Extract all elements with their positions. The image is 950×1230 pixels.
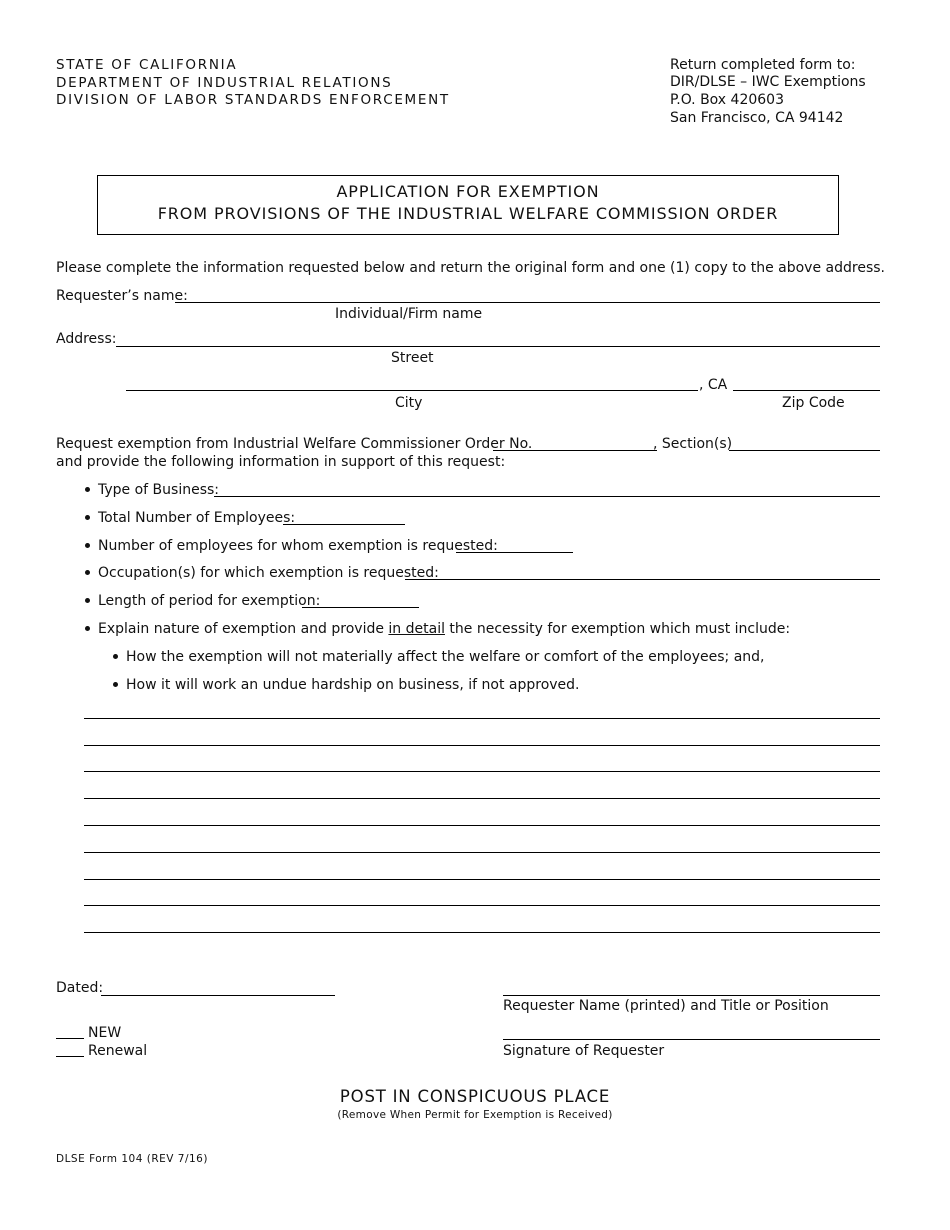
zip-field[interactable] [733,390,880,391]
explanation-line[interactable] [84,879,880,880]
occupations-label: Occupation(s) for which exemption is requested: [98,565,439,581]
explanation-line[interactable] [84,745,880,746]
explain-emphasis: in detail [388,621,445,637]
occupations-field[interactable] [405,579,880,580]
bullet-icon [85,626,90,631]
order-number-field[interactable] [493,450,657,451]
agency-division: DIVISION OF LABOR STANDARDS ENFORCEMENT [56,92,450,108]
zip-caption: Zip Code [782,395,845,411]
request-line-2: and provide the following information in support of this request: [56,454,506,470]
form-title-line-2: FROM PROVISIONS OF THE INDUSTRIAL WELFARE COMMISSION ORDER [157,204,779,223]
sections-field[interactable] [729,450,880,451]
dated-label: Dated: [56,980,104,996]
exempt-employees-field[interactable] [456,552,573,553]
street-caption: Street [391,350,434,366]
post-notice-subtitle: (Remove When Permit for Exemption is Received) [337,1109,613,1121]
state-text: , CA [699,377,728,393]
bullet-icon [113,654,118,659]
bullet-icon [85,598,90,603]
business-type-label: Type of Business: [98,482,220,498]
requester-name-label: Requester’s name: [56,288,188,304]
total-employees-label: Total Number of Employees: [98,510,296,526]
requester-printed-name-field[interactable] [503,995,880,996]
request-prefix: Request exemption from Industrial Welfare Commissioner Order No. [56,436,533,452]
bullet-icon [85,570,90,575]
agency-department: DEPARTMENT OF INDUSTRIAL RELATIONS [56,75,393,91]
return-heading: Return completed form to: [670,57,856,73]
requester-name-field[interactable] [175,302,880,303]
city-field[interactable] [126,390,698,391]
address-label: Address: [56,331,117,347]
city-caption: City [395,395,423,411]
bullet-icon [113,682,118,687]
explain-pre: Explain nature of exemption and provide [98,621,389,637]
dated-field[interactable] [101,995,335,996]
explain-label [98,620,790,638]
signature-field[interactable] [503,1039,880,1040]
explain-post: the necessity for exemption which must include: [444,621,791,637]
section-label: , Section(s) [653,436,733,452]
signature-caption: Signature of Requester [503,1043,665,1059]
total-employees-field[interactable] [283,524,405,525]
requester-printed-name-caption: Requester Name (printed) and Title or Position [503,998,829,1014]
form-title-box [97,175,839,235]
form-id: DLSE Form 104 (REV 7/16) [56,1153,208,1165]
explanation-line[interactable] [84,905,880,906]
form-title-line-1: APPLICATION FOR EXEMPTION [336,182,600,201]
agency-state: STATE OF CALIFORNIA [56,57,238,73]
new-label: NEW [88,1025,122,1041]
sub-bullet-welfare: How the exemption will not materially affect the welfare or comfort of the employees; and, [126,649,765,665]
explanation-line[interactable] [84,718,880,719]
renewal-checkbox-line[interactable] [56,1056,84,1057]
return-line-2: P.O. Box 420603 [670,92,784,108]
street-field[interactable] [116,346,880,347]
new-checkbox-line[interactable] [56,1038,84,1039]
return-line-3: San Francisco, CA 94142 [670,110,844,126]
explanation-line[interactable] [84,798,880,799]
exempt-employees-label: Number of employees for whom exemption is requested: [98,538,498,554]
period-label: Length of period for exemption: [98,593,321,609]
bullet-icon [85,515,90,520]
explanation-line[interactable] [84,852,880,853]
business-type-field[interactable] [214,496,880,497]
period-field[interactable] [302,607,419,608]
return-line-1: DIR/DLSE – IWC Exemptions [670,74,866,90]
post-notice-title: POST IN CONSPICUOUS PLACE [339,1087,611,1106]
bullet-icon [85,487,90,492]
instructions: Please complete the information requested below and return the original form and one (1) copy to the above address. [56,260,885,276]
bullet-icon [85,543,90,548]
explanation-line[interactable] [84,771,880,772]
sub-bullet-hardship: How it will work an undue hardship on business, if not approved. [126,677,580,693]
explanation-line[interactable] [84,825,880,826]
explanation-line[interactable] [84,932,880,933]
requester-name-caption: Individual/Firm name [335,306,483,322]
renewal-label: Renewal [88,1043,148,1059]
